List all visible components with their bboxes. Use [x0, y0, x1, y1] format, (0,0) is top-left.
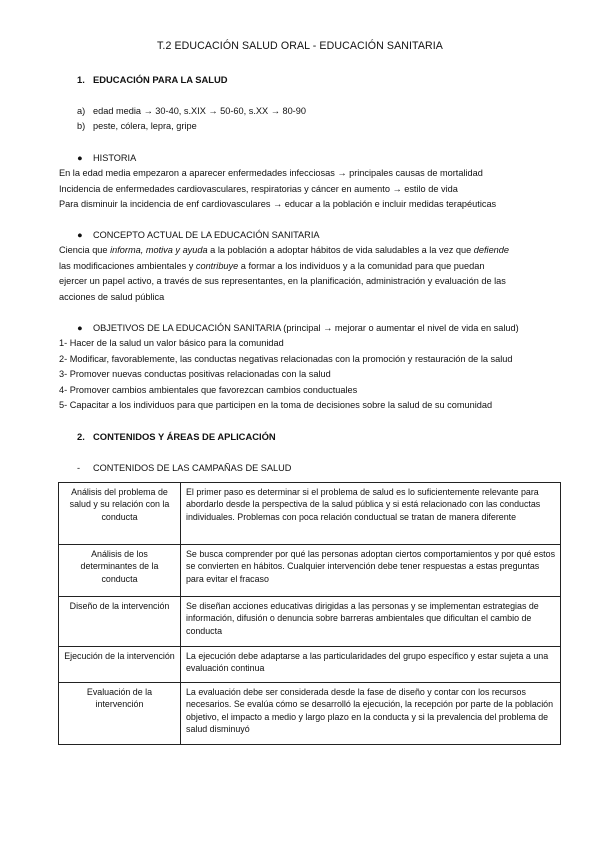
contenidos-title: CONTENIDOS DE LAS CAMPAÑAS DE SALUD [93, 463, 292, 473]
list-item-text: edad media → 30-40, s.XIX → 50-60, s.XX → 80-90 [93, 106, 306, 116]
historia-paragraph [59, 167, 564, 214]
list-item: 1- Hacer de la salud un valor básico para la comunidad [59, 338, 284, 348]
section-2-title: CONTENIDOS Y ÁREAS DE APLICACIÓN [93, 431, 276, 442]
objetivos-heading [77, 322, 519, 334]
list-item: 3- Promover nuevas conductas positivas relacionadas con la salud [59, 369, 331, 379]
historia-heading [77, 152, 136, 164]
paragraph-line: Ciencia que informa, motiva y ayuda a la población a adoptar hábitos de vida saludables a la vez que defiende [59, 245, 510, 255]
list-ab [77, 105, 306, 135]
table-row [59, 483, 561, 545]
emphasis-text: informa, motiva y ayuda [110, 245, 208, 255]
list-item [77, 105, 306, 120]
list-item [77, 120, 306, 135]
dash-marker: - [77, 463, 81, 473]
list-item-text: peste, cólera, lepra, gripe [93, 121, 197, 131]
objetivos-list [59, 337, 564, 415]
table-cell-description: La ejecución debe adaptarse a las particularidades del grupo específico y estar sujeta a una evaluación continua [181, 647, 561, 683]
paragraph-line: ejercer un papel activo, a través de sus representantes, en la planificación, administración y evaluación de las [59, 276, 506, 286]
historia-title: HISTORIA [93, 153, 137, 163]
table-cell-phase: Diseño de la intervención [59, 597, 181, 647]
section-1-number: 1. [77, 74, 85, 85]
table-cell-description: Se busca comprender por qué las personas adoptan ciertos comportamientos y por qué estos se convierten en hábitos. Cualquier intervención debe tener respuestas a estas preguntas para evitar el fracaso [181, 545, 561, 597]
list-marker: a) [77, 106, 86, 116]
table-cell-phase: Análisis de los determinantes de la conducta [59, 545, 181, 597]
table-row [59, 683, 561, 745]
concepto-heading [77, 229, 320, 241]
paragraph-line: En la edad media empezaron a aparecer enfermedades infecciosas → principales causas de mortalidad [59, 168, 483, 178]
contenidos-heading [77, 462, 291, 474]
emphasis-text: defiende [473, 245, 510, 255]
section-2-heading [77, 431, 276, 444]
table-cell-phase: Evaluación de la intervención [59, 683, 181, 745]
table-row [59, 597, 561, 647]
table-row [59, 545, 561, 597]
paragraph-line: Para disminuir la incidencia de enf cardiovasculares → educar a la población e incluir medidas terapéuticas [59, 199, 497, 209]
table-row [59, 647, 561, 683]
list-marker: b) [77, 121, 86, 131]
concepto-paragraph [59, 244, 564, 306]
paragraph-line: las modificaciones ambientales y contribuye a formar a los individuos y a la comunidad para que puedan [59, 260, 485, 271]
list-item: 4- Promover cambios ambientales que favorezcan cambios conductuales [59, 384, 358, 395]
table-cell-description: El primer paso es determinar si el problema de salud es lo suficientemente relevante para abordarlo desde la perspectiva de la salud pública y si está relacionado con las conductas individuales. Problemas con poca relación conductual se tratan de manera diferente [181, 483, 561, 545]
objetivos-title: OBJETIVOS DE LA EDUCACIÓN SANITARIA (principal → mejorar o aumentar el nivel de vida en salud) [93, 323, 519, 333]
list-item: 2- Modificar, favorablemente, las conductas negativas relacionadas con la promoción y restauración de la salud [59, 353, 513, 364]
table-cell-phase: Análisis del problema de salud y su relación con la conducta [59, 483, 181, 545]
table-cell-phase: Ejecución de la intervención [59, 647, 181, 683]
campaign-content-table [58, 482, 561, 745]
section-1-title: EDUCACIÓN PARA LA SALUD [93, 74, 228, 85]
bullet-icon: ● [77, 323, 83, 333]
paragraph-line: acciones de salud pública [59, 291, 165, 302]
bullet-icon: ● [77, 230, 83, 240]
table-cell-description: Se diseñan acciones educativas dirigidas a las personas y se implementan estrategias de información, difusión o denuncia sobre barreras ambientales que dificultan el cambio de conducta [181, 597, 561, 647]
list-item: 5- Capacitar a los individuos para que participen en la toma de decisiones sobre la salud de su comunidad [59, 400, 493, 410]
bullet-icon: ● [77, 153, 83, 163]
table-cell-description: La evaluación debe ser considerada desde la fase de diseño y contar con los recursos necesarios. Se evalúa cómo se desarrolló la ejecución, la recepción por parte de la población objetivo, el impacto a medio y largo plazo en la conducta y si la prevalencia del problema de salud disminuyó [181, 683, 561, 745]
emphasis-text: contribuye [195, 260, 239, 271]
paragraph-line: Incidencia de enfermedades cardiovasculares, respiratorias y cáncer en aumento → estilo de vida [59, 183, 458, 194]
concepto-title: CONCEPTO ACTUAL DE LA EDUCACIÓN SANITARIA [93, 230, 320, 240]
section-1-heading [77, 74, 228, 87]
section-2-number: 2. [77, 431, 85, 442]
document-title: T.2 EDUCACIÓN SALUD ORAL - EDUCACIÓN SANITARIA [157, 40, 443, 52]
